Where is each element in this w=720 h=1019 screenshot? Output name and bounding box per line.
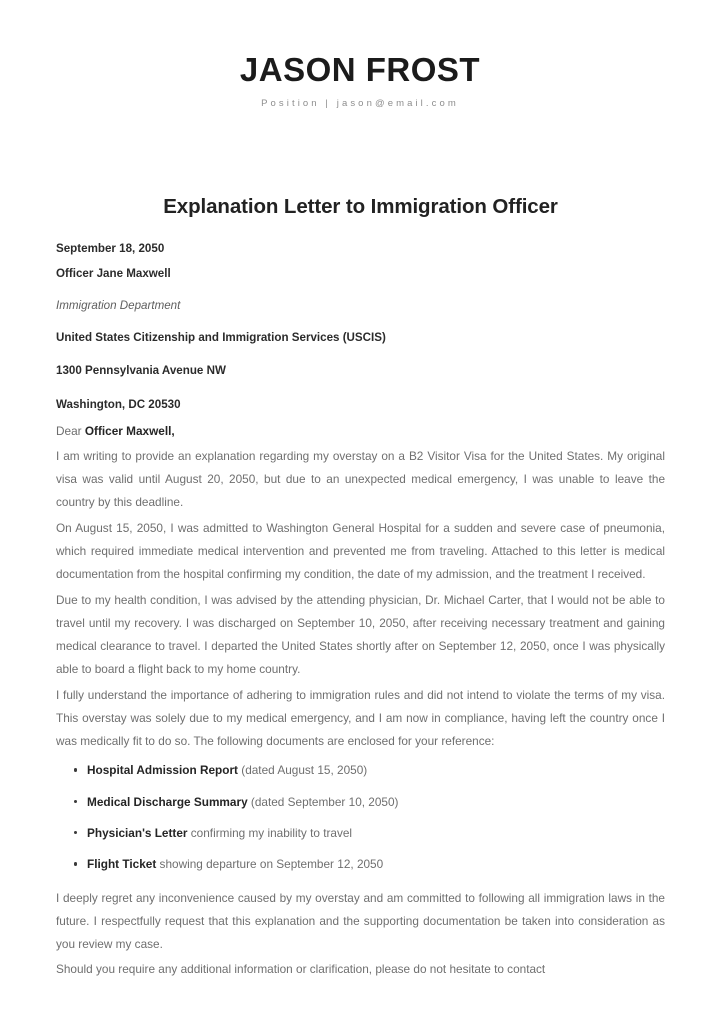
paragraph-5: I deeply regret any inconvenience caused by my overstay and am committed to following all immigration laws in the future. I respectfully request that this explanation and the supporting documentation be taken into consideration as you review my case. [56, 890, 665, 951]
letterhead [0, 0, 720, 109]
enclosure-detail: confirming my inability to travel [187, 826, 353, 841]
paragraph-1: I am writing to provide an explanation regarding my overstay on a B2 Visitor Visa for the United States. My original visa was valid until August 20, 2050, but due to an unexpected medical emergency, I was unable to leave the country by this deadline. [56, 449, 665, 510]
recipient-department: Immigration Department [56, 298, 181, 312]
enclosure-label: Hospital Admission Report [87, 763, 238, 778]
letter-date: September 18, 2050 [56, 241, 165, 255]
recipient-street: 1300 Pennsylvania Avenue NW [56, 364, 226, 378]
enclosure-label: Medical Discharge Summary [87, 794, 248, 809]
paragraph-3: Due to my health condition, I was advised by the attending physician, Dr. Michael Carter, that I would not be able to travel until my recovery. I was discharged on September 10, 2050, after receiving necessary treatment and gaining medical clearance to travel. I departed the United States shortly after on September 12, 2050, once I was physically able to board a flight back to my home country. [56, 593, 665, 677]
recipient-name: Officer Jane Maxwell [56, 267, 171, 281]
salutation [56, 424, 665, 438]
enclosure-detail: (dated September 10, 2050) [247, 794, 399, 809]
enclosures-list [56, 761, 665, 873]
salutation-recipient: Officer Maxwell, [84, 424, 175, 439]
list-item [74, 855, 665, 873]
letterhead-subtitle: Position | jason@email.com [261, 97, 459, 109]
enclosure-detail: (dated August 15, 2050) [237, 763, 368, 778]
paragraph-4: I fully understand the importance of adhering to immigration rules and did not intend to violate the terms of my visa. This overstay was solely due to my medical emergency, and I am now in compliance, having left the country once I was medically fit to do so. The following documents are enclosed for your reference: [56, 688, 665, 749]
letterhead-name: JASON FROST [239, 51, 481, 88]
paragraph-2: On August 15, 2050, I was admitted to Washington General Hospital for a sudden and severe case of pneumonia, which required immediate medical intervention and prevented me from traveling. Attached to this letter is medical documentation from the hospital confirming my condition, the date of my admission, and the treatment I received. [56, 521, 665, 582]
list-item [74, 761, 665, 779]
recipient-agency: United States Citizenship and Immigration Services (USCIS) [56, 330, 386, 344]
page-title: Explanation Letter to Immigration Officer [163, 194, 558, 218]
enclosure-label: Flight Ticket [87, 857, 157, 872]
paragraph-6-clipped: Should you require any additional information or clarification, please do not hesitate to contact [56, 961, 546, 976]
list-item [74, 824, 665, 842]
list-item [74, 793, 665, 811]
salutation-prefix: Dear [56, 424, 85, 439]
recipient-city: Washington, DC 20530 [56, 397, 181, 411]
letter-body [0, 195, 720, 981]
enclosure-label: Physician's Letter [87, 826, 188, 841]
enclosure-detail: showing departure on September 12, 2050 [156, 857, 384, 872]
